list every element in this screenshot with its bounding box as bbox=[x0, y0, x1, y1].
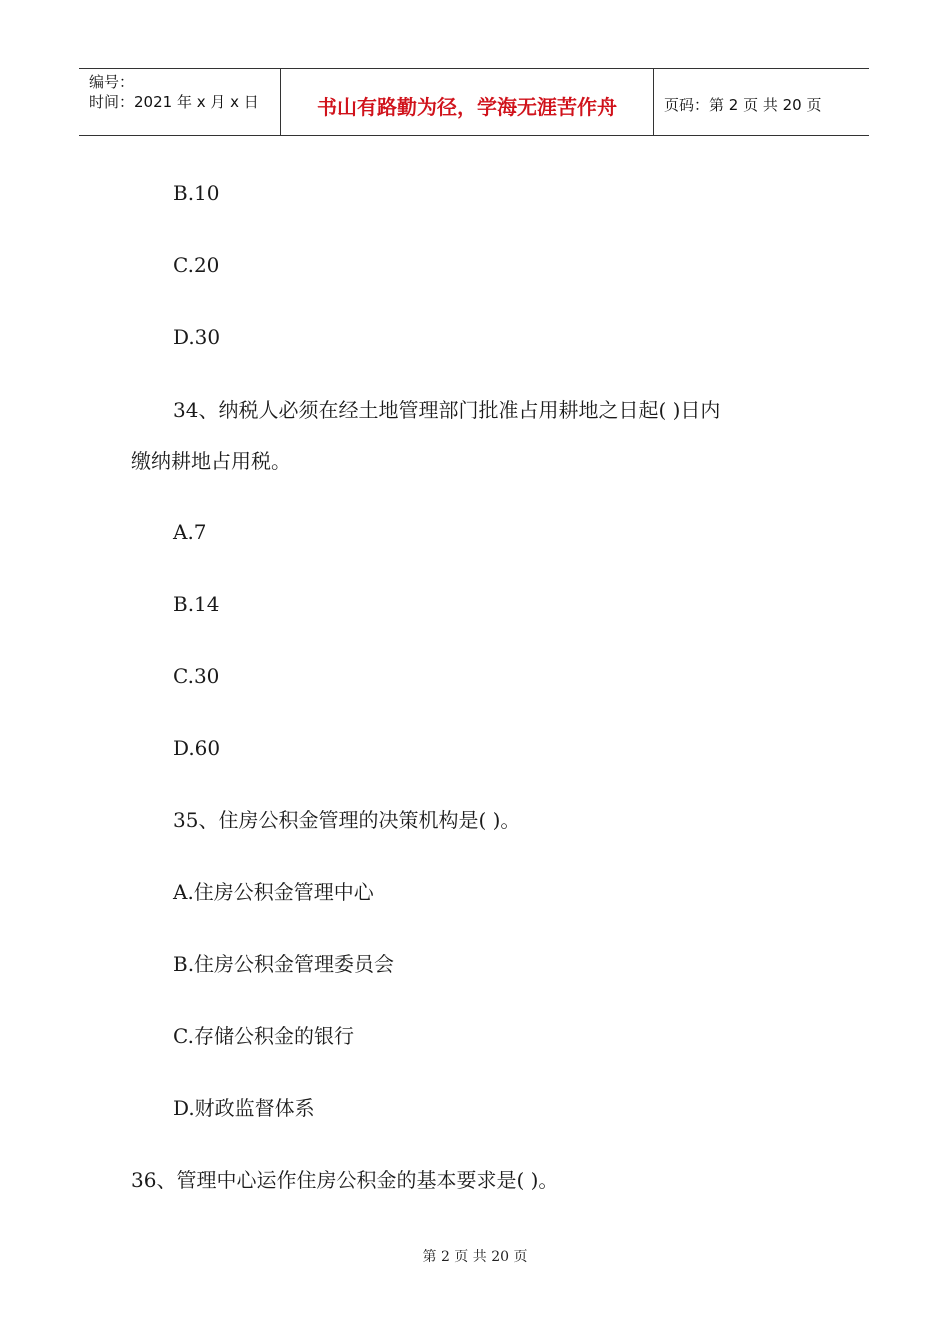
q33-option-d: D.30 bbox=[173, 325, 221, 349]
q34-stem-line2: 缴纳耕地占用税。 bbox=[131, 449, 291, 473]
q33-option-b: B.10 bbox=[173, 181, 220, 205]
header-meta-cell bbox=[79, 69, 281, 135]
motto-text: 书山有路勤为径，学海无涯苦作舟 bbox=[317, 95, 617, 119]
number-label: 编号： bbox=[89, 73, 135, 91]
q34-stem-line1: 34、纳税人必须在经土地管理部门批准占用耕地之日起( )日内 bbox=[173, 398, 721, 422]
header-motto-cell bbox=[281, 69, 654, 135]
q35-option-d: D.财政监督体系 bbox=[173, 1096, 315, 1120]
page-footer: 第 2 页 共 20 页 bbox=[422, 1249, 528, 1265]
q34-option-b: B.14 bbox=[173, 592, 220, 616]
q35-stem: 35、住房公积金管理的决策机构是( )。 bbox=[173, 808, 521, 832]
time-label: 时间：2021 年 x 月 x 日 bbox=[89, 93, 259, 111]
q36-stem: 36、管理中心运作住房公积金的基本要求是( )。 bbox=[131, 1168, 559, 1192]
q35-option-a: A.住房公积金管理中心 bbox=[173, 880, 374, 904]
q35-option-c: C.存储公积金的银行 bbox=[173, 1024, 354, 1048]
page-header bbox=[79, 68, 869, 136]
q35-option-b: B.住房公积金管理委员会 bbox=[173, 952, 395, 976]
q34-option-a: A.7 bbox=[173, 520, 207, 544]
q33-option-c: C.20 bbox=[173, 253, 220, 277]
q34-option-d: D.60 bbox=[173, 736, 221, 760]
header-page-cell bbox=[654, 69, 869, 135]
q34-option-c: C.30 bbox=[173, 664, 220, 688]
page-info: 页码：第 2 页 共 20 页 bbox=[664, 96, 822, 114]
